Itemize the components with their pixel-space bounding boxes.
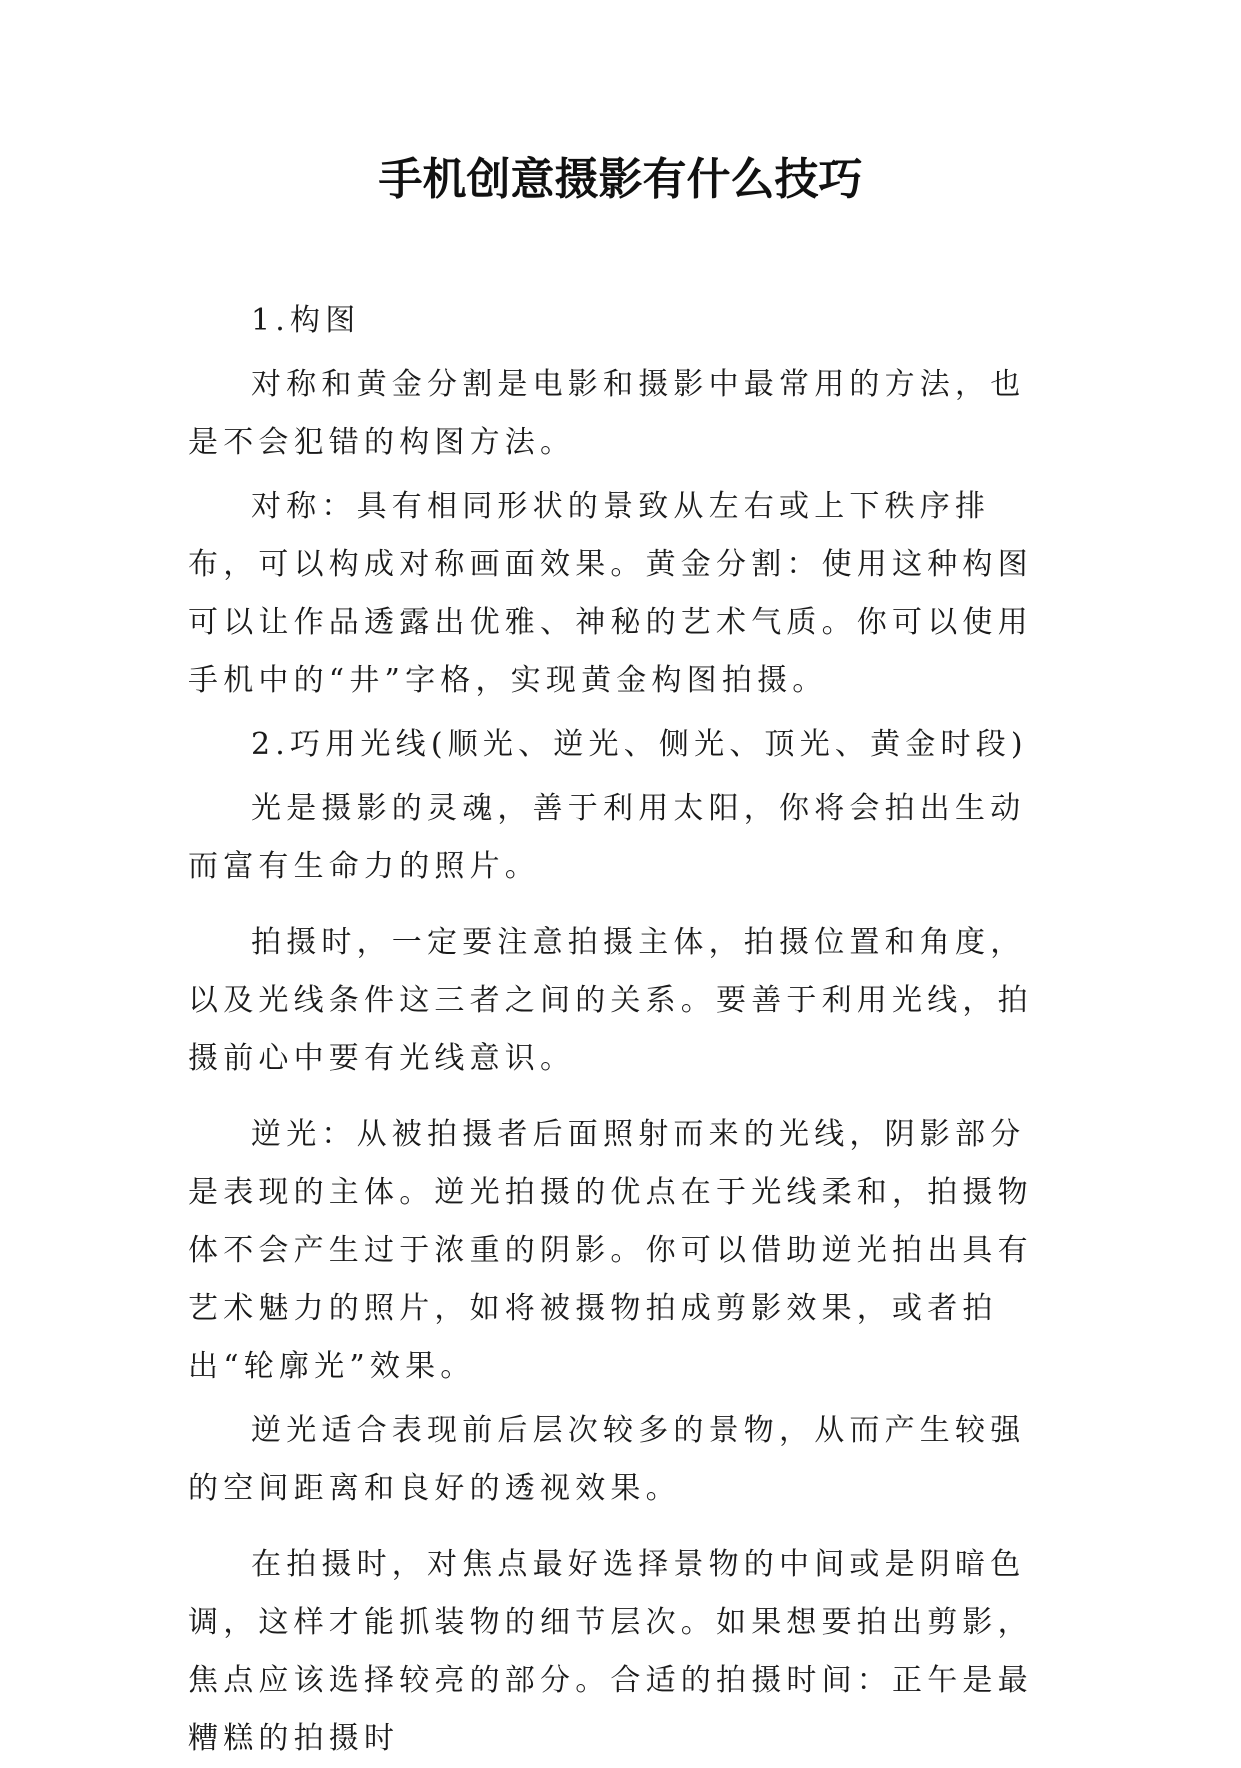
paragraph: 逆光：从被拍摄者后面照射而来的光线，阴影部分是表现的主体。逆光拍摄的优点在于光线柔和，拍摄物体不会产生过于浓重的阴影。你可以借助逆光拍出具有艺术魅力的照片，如将被摄物拍成剪影效果，或者拍出“轮廓光”效果。	[188, 1117, 1033, 1384]
section-heading-composition: 1.构图	[251, 303, 361, 338]
section-heading-lighting: 2.巧用光线(顺光、逆光、侧光、顶光、黄金时段)	[251, 727, 1028, 762]
paragraph: 在拍摄时，对焦点最好选择景物的中间或是阴暗色调，这样才能抓装物的细节层次。如果想要拍出剪影，焦点应该选择较亮的部分。合适的拍摄时间：正午是最糟糕的拍摄时	[188, 1547, 1033, 1756]
paragraph: 对称：具有相同形状的景致从左右或上下秩序排布，可以构成对称画面效果。黄金分割：使用这种构图可以让作品透露出优雅、神秘的艺术气质。你可以使用手机中的“井”字格，实现黄金构图拍摄。	[188, 489, 1033, 698]
paragraph: 拍摄时，一定要注意拍摄主体，拍摄位置和角度，以及光线条件这三者之间的关系。要善于利用光线，拍摄前心中要有光线意识。	[188, 925, 1033, 1076]
paragraph: 光是摄影的灵魂，善于利用太阳，你将会拍出生动而富有生命力的照片。	[188, 791, 1026, 884]
document-body	[188, 292, 1058, 1768]
document-title: 手机创意摄影有什么技巧	[378, 154, 863, 205]
paragraph: 对称和黄金分割是电影和摄影中最常用的方法，也是不会犯错的构图方法。	[188, 367, 1026, 460]
paragraph: 逆光适合表现前后层次较多的景物，从而产生较强的空间距离和良好的透视效果。	[188, 1413, 1026, 1506]
